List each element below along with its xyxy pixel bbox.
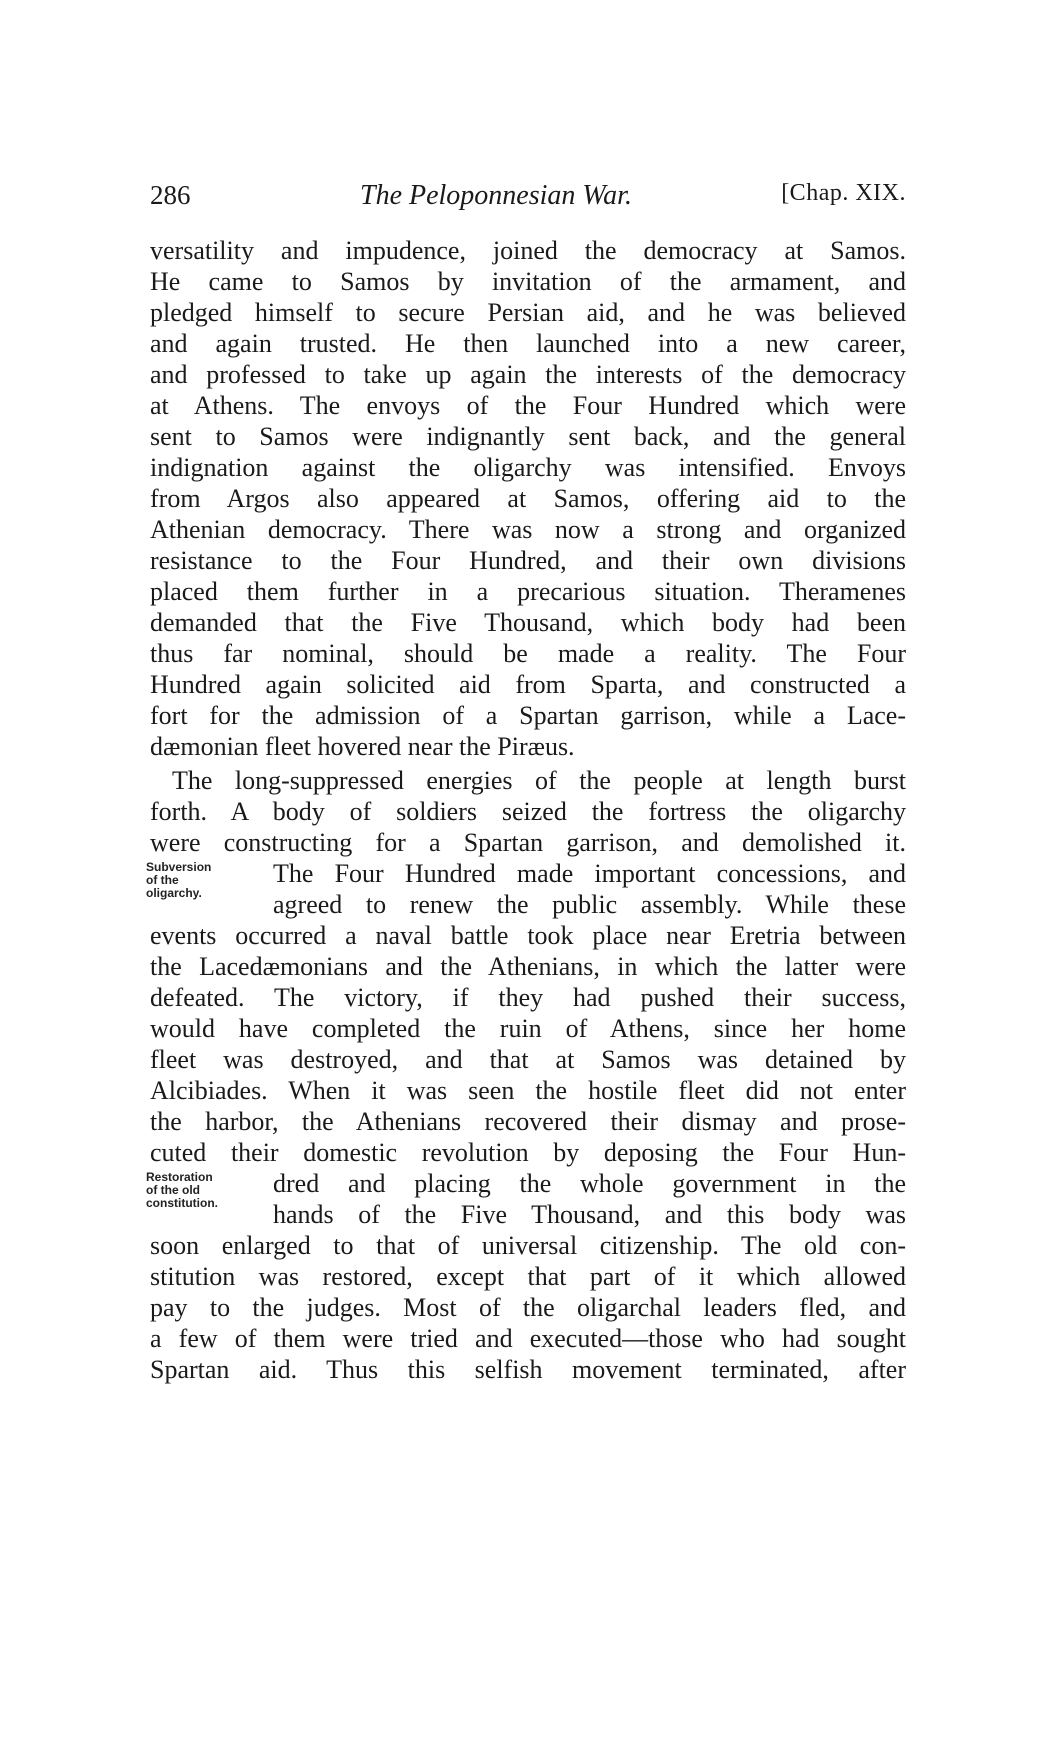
- text-line: indignation against the oligarchy was intensified. Envoys: [150, 453, 906, 482]
- text-line: soon enlarged to that of universal citizenship. The old con-: [150, 1231, 906, 1260]
- text-line: from Argos also appeared at Samos, offering aid to the: [150, 484, 906, 513]
- text-line: Athenian democracy. There was now a strong and organized: [150, 515, 906, 544]
- text-line: Hundred again solicited aid from Sparta, and constructed a: [150, 670, 906, 699]
- text-line: The long-suppressed energies of the people at length burst: [172, 766, 906, 795]
- margin-note-subversion: [146, 861, 266, 900]
- margin-note-line: constitution.: [146, 1196, 218, 1210]
- text-line: cuted their domestic revolution by deposing the Four Hun-: [150, 1138, 906, 1167]
- text-line: and professed to take up again the interests of the democracy: [150, 360, 906, 389]
- text-line: and again trusted. He then launched into a new career,: [150, 329, 906, 358]
- text-line: at Athens. The envoys of the Four Hundred which were: [150, 391, 906, 420]
- text-line: dred and placing the whole government in the: [273, 1169, 906, 1198]
- text-line: forth. A body of soldiers seized the fortress the oligarchy: [150, 797, 906, 826]
- text-line: fort for the admission of a Spartan garrison, while a Lace-: [150, 701, 906, 730]
- text-line: were constructing for a Spartan garrison, and demolished it.: [150, 828, 906, 857]
- text-line: agreed to renew the public assembly. While these: [273, 890, 906, 919]
- text-line: He came to Samos by invitation of the armament, and: [150, 267, 906, 296]
- text-line: the harbor, the Athenians recovered their dismay and prose-: [150, 1107, 906, 1136]
- margin-note-restoration: [146, 1171, 266, 1210]
- text-line: pledged himself to secure Persian aid, and he was believed: [150, 298, 906, 327]
- text-line: dæmonian fleet hovered near the Piræus.: [150, 732, 575, 761]
- running-header: [150, 180, 906, 220]
- margin-note-line: of the: [146, 873, 179, 887]
- text-line: placed them further in a precarious situation. Theramenes: [150, 577, 906, 606]
- text-line: hands of the Five Thousand, and this body was: [273, 1200, 906, 1229]
- text-line: defeated. The victory, if they had pushed their success,: [150, 983, 906, 1012]
- text-line: Spartan aid. Thus this selfish movement terminated, after: [150, 1355, 906, 1384]
- text-line: a few of them were tried and executed—those who had sought: [150, 1324, 906, 1353]
- text-line: resistance to the Four Hundred, and their own divisions: [150, 546, 906, 575]
- page-number: 286: [150, 180, 191, 210]
- text-line: versatility and impudence, joined the democracy at Samos.: [150, 236, 906, 265]
- text-line: fleet was destroyed, and that at Samos was detained by: [150, 1045, 906, 1074]
- text-line: the Lacedæmonians and the Athenians, in which the latter were: [150, 952, 906, 981]
- text-line: stitution was restored, except that part of it which allowed: [150, 1262, 906, 1291]
- margin-note-line: Subversion: [146, 860, 212, 874]
- running-title: The Peloponnesian War.: [360, 180, 632, 211]
- margin-note-line: of the old: [146, 1183, 200, 1197]
- text-line: would have completed the ruin of Athens, since her home: [150, 1014, 906, 1043]
- margin-note-line: oligarchy.: [146, 886, 202, 900]
- text-line: thus far nominal, should be made a reality. The Four: [150, 639, 906, 668]
- chapter-reference: [Chap. XIX.: [781, 180, 906, 206]
- text-line: sent to Samos were indignantly sent back, and the general: [150, 422, 906, 451]
- text-line: demanded that the Five Thousand, which body had been: [150, 608, 906, 637]
- margin-note-line: Restoration: [146, 1170, 213, 1184]
- text-line: pay to the judges. Most of the oligarchal leaders fled, and: [150, 1293, 906, 1322]
- text-line: Alcibiades. When it was seen the hostile fleet did not enter: [150, 1076, 906, 1105]
- text-line: The Four Hundred made important concessions, and: [273, 859, 906, 888]
- text-line: events occurred a naval battle took place near Eretria between: [150, 921, 906, 950]
